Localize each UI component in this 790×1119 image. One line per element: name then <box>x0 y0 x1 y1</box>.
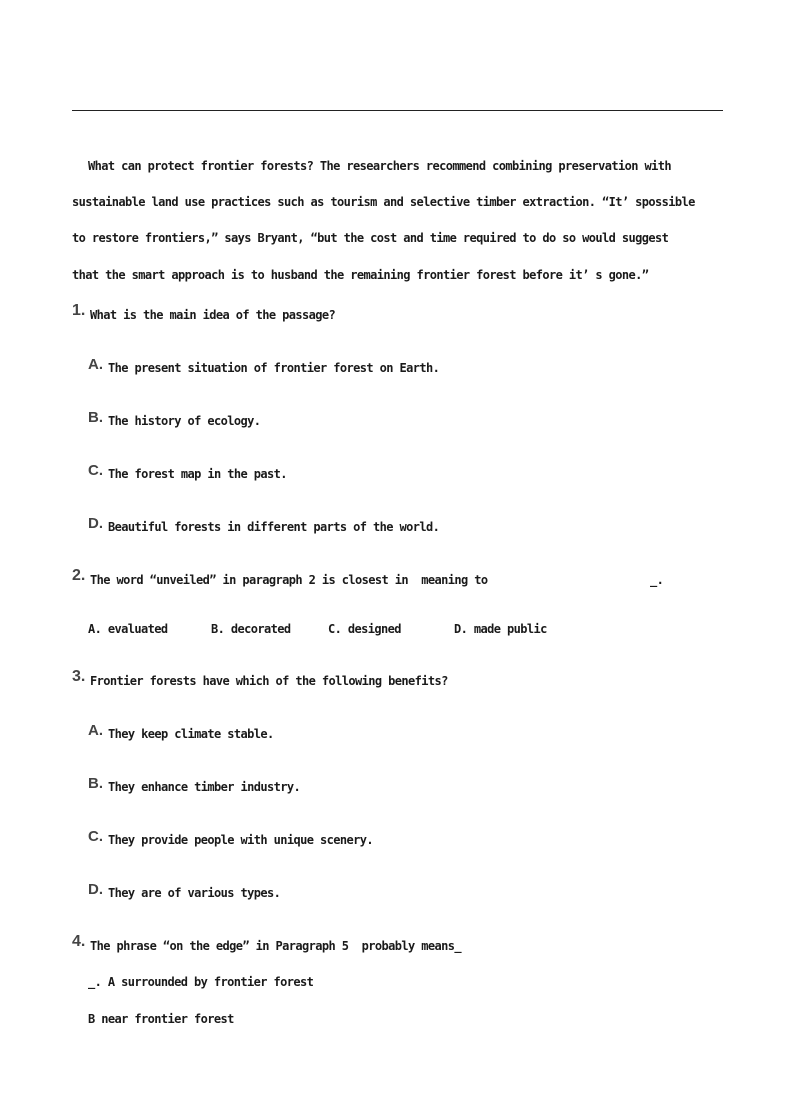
question-3-number: 3. <box>72 668 86 685</box>
q3-option-d-text: They are of various types. <box>108 886 281 900</box>
q1-option-a-letter: A. <box>88 356 103 373</box>
q1-option-b-letter: B. <box>88 409 103 426</box>
q3-option-a-letter: A. <box>88 722 103 739</box>
q3-option-c-letter: C. <box>88 828 103 845</box>
q2-option-a: A. evaluated <box>88 622 168 636</box>
question-2-blank: _. <box>650 573 664 587</box>
q1-option-d-letter: D. <box>88 515 103 532</box>
q1-option-b-text: The history of ecology. <box>108 414 261 428</box>
q2-option-d: D. made public <box>454 622 547 636</box>
q1-option-c-text: The forest map in the past. <box>108 467 287 481</box>
q3-option-b-letter: B. <box>88 775 103 792</box>
question-4-continuation: _. A surrounded by frontier forest <box>88 975 314 989</box>
passage-line: sustainable land use practices such as tourism and selective timber extraction. “It’ spossible <box>72 195 695 209</box>
passage-line: to restore frontiers,” says Bryant, “but the cost and time required to do so would suggest <box>72 231 669 245</box>
passage-line: that the smart approach is to husband the remaining frontier forest before it’ s gone.” <box>72 268 649 282</box>
q1-option-d-text: Beautiful forests in different parts of the world. <box>108 520 440 534</box>
q1-option-c-letter: C. <box>88 462 103 479</box>
passage-line: What can protect frontier forests? The researchers recommend combining preservation with <box>88 159 671 173</box>
q3-option-b-text: They enhance timber industry. <box>108 780 301 794</box>
header-rule <box>72 110 723 111</box>
question-4-text: The phrase “on the edge” in Paragraph 5 probably means_ <box>90 939 461 953</box>
q4-option-b: B near frontier forest <box>88 1012 234 1026</box>
q3-option-c-text: They provide people with unique scenery. <box>108 833 373 847</box>
q1-option-a-text: The present situation of frontier forest on Earth. <box>108 361 440 375</box>
question-1-number: 1. <box>72 302 86 319</box>
q2-option-b: B. decorated <box>211 622 291 636</box>
question-2-text: The word “unveiled” in paragraph 2 is closest in meaning to <box>90 573 488 587</box>
question-2-number: 2. <box>72 567 86 584</box>
q3-option-d-letter: D. <box>88 881 103 898</box>
question-4-number: 4. <box>72 933 86 950</box>
question-1-text: What is the main idea of the passage? <box>90 308 336 322</box>
question-3-text: Frontier forests have which of the following benefits? <box>90 674 448 688</box>
q3-option-a-text: They keep climate stable. <box>108 727 274 741</box>
q2-option-c: C. designed <box>328 622 401 636</box>
